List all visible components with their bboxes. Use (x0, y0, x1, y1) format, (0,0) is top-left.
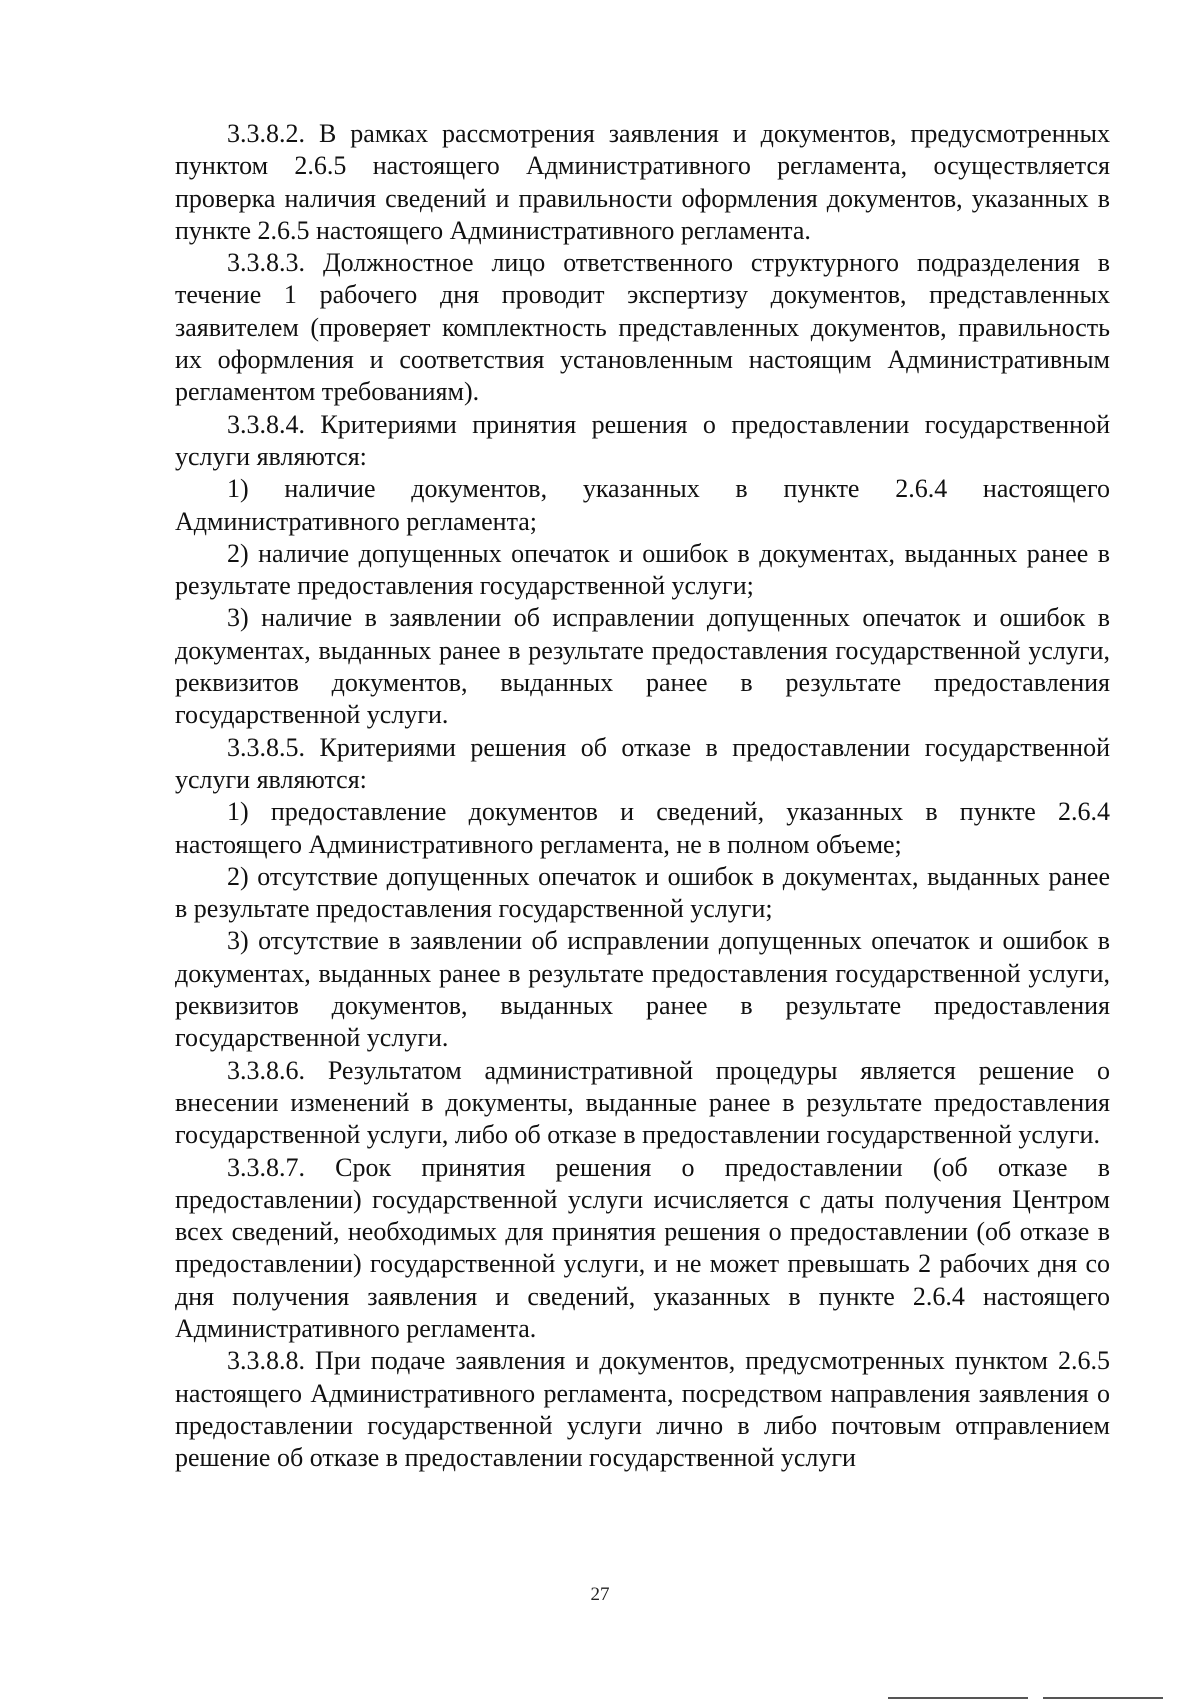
paragraph-3-3-8-5: 3.3.8.5. Критериями решения об отказе в предоставлении государственной услуги являются: (175, 732, 1110, 794)
list-item-3-3-8-5-2: 2) отсутствие допущенных опечаток и ошибок в документах, выданных ранее в результате предоставления государственной услуги; (175, 861, 1110, 924)
list-item-3-3-8-4-2: 2) наличие допущенных опечаток и ошибок в документах, выданных ранее в результате предоставления государственной услуги; (175, 538, 1110, 601)
scan-edge-line (1043, 1697, 1163, 1699)
document-body (175, 118, 1110, 1474)
list-item-3-3-8-4-1: 1) наличие документов, указанных в пункте 2.6.4 настоящего Административного регламента; (175, 474, 1110, 536)
paragraph-3-3-8-7: 3.3.8.7. Срок принятия решения о предоставлении (об отказе в предоставлении) государственной услуги исчисляется с даты получения Центром всех сведений, необходимых для принятия решения о предоставлении (об отказе в предоставлении) государственной услуги, и не может превышать 2 рабочих дня со дня получения заявления и сведений, указанных в пункте 2.6.4 настоящего Административного регламента. (175, 1152, 1110, 1343)
list-item-3-3-8-5-1: 1) предоставление документов и сведений, указанных в пункте 2.6.4 настоящего Административного регламента, не в полном объеме; (175, 797, 1110, 859)
paragraph-3-3-8-8: 3.3.8.8. При подаче заявления и документов, предусмотренных пунктом 2.6.5 настоящего Административного регламента, посредством направления заявления о предоставлении государственной услуги лично в либо почтовым отправлением решение об отказе в предоставлении государственной услуги (175, 1346, 1110, 1473)
paragraph-3-3-8-3: 3.3.8.3. Должностное лицо ответственного структурного подразделения в течение 1 рабочего дня проводит экспертизу документов, представленных заявителем (проверяет комплектность представленных документов, правильность их оформления и соответствия установленным настоящим Административным регламентом требованиям). (175, 248, 1110, 407)
list-item-3-3-8-5-3: 3) отсутствие в заявлении об исправлении допущенных опечаток и ошибок в документах, выданных ранее в результате предоставления государственной услуги, реквизитов документов, выданных ранее в результате предоставления государственной услуги. (175, 926, 1110, 1053)
paragraph-3-3-8-2: 3.3.8.2. В рамках рассмотрения заявления и документов, предусмотренных пунктом 2.6.5 настоящего Административного регламента, осуществляется проверка наличия сведений и правильности оформления документов, указанных в пункте 2.6.5 настоящего Административного регламента. (175, 119, 1110, 245)
page-number: 27 (590, 1584, 610, 1605)
scan-edge-line (888, 1697, 1028, 1699)
list-item-3-3-8-4-3: 3) наличие в заявлении об исправлении допущенных опечаток и ошибок в документах, выданных ранее в результате предоставления государственной услуги, реквизитов документов, выданных ранее в результате предоставления государственной услуги. (175, 603, 1110, 730)
paragraph-3-3-8-4: 3.3.8.4. Критериями принятия решения о предоставлении государственной услуги являются: (175, 409, 1110, 471)
paragraph-3-3-8-6: 3.3.8.6. Результатом административной процедуры является решение о внесении изменений в документы, выданные ранее в результате предоставления государственной услуги, либо об отказе в предоставлении государственной услуги. (175, 1055, 1110, 1150)
